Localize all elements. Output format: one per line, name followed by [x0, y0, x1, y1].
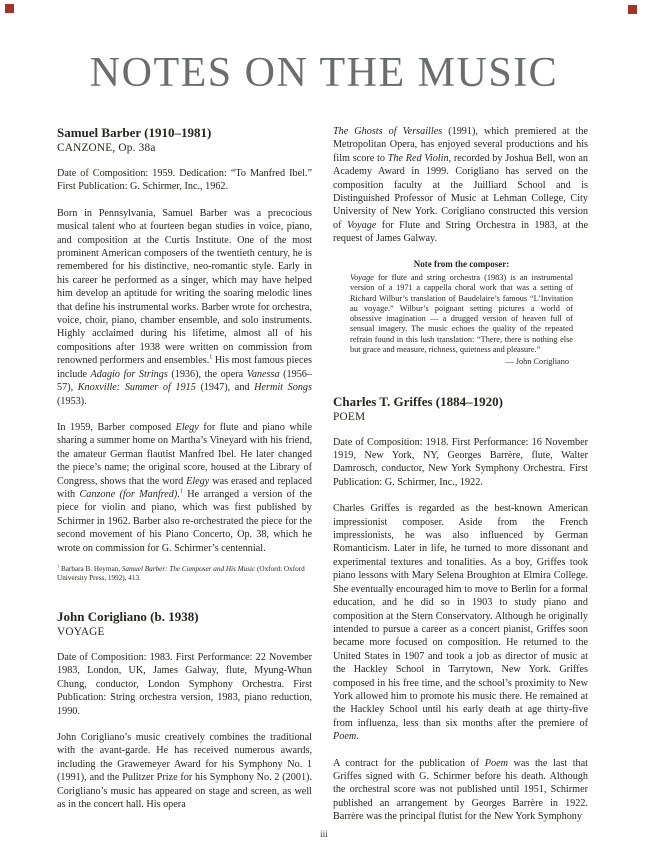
work-title: CANZONE, Op. 38a: [57, 142, 156, 154]
text-run: Date of Composition: 1983. First Performance: 22 November 1983, London, UK, James Galway, flute, Myung-Whun Chung, conductor, London Symphony Orchestra. First Publication: String orchestra version, 1983, piano reduction, 1990.: [57, 651, 312, 717]
text-run: Date of Composition: 1959. Dedication: “To Manfred Ibel.” First Publication: G. Schirmer, Inc., 1962.: [57, 168, 312, 193]
footnote-marker: 1: [179, 488, 183, 495]
paragraph: [57, 207, 312, 408]
italic-text: Elegy: [186, 475, 210, 487]
work-title: VOYAGE: [57, 625, 105, 638]
work-title: POEM: [333, 410, 366, 423]
text-run: He arranged a version of the piece for violin and piano, which was first published by Schirmer in 1962. Barber also re-orchestrated the piece for the second movement of his Piano Concerto, Op. 38, which he wrote on commission for G. Schirmer’s centennial.: [57, 488, 312, 554]
italic-text: Poem: [333, 731, 357, 743]
paragraph: [57, 731, 312, 811]
right-column: [333, 125, 588, 837]
footnote: [57, 565, 312, 583]
red-corner-mark-top-left: [5, 4, 14, 13]
text-run: (1956–57),: [57, 368, 312, 394]
page-title: NOTES ON THE MUSIC: [89, 50, 559, 96]
text-run: (1947), and: [195, 382, 255, 394]
text-run: for Flute and String Orchestra in 1983, at the request of James Galway.: [333, 219, 588, 245]
italic-text: Knoxville: Summer of 1915: [77, 382, 196, 394]
text-run: John Corigliano’s music creatively combines the traditional with the avant-garde. He has received numerous awards, including the Grawemeyer Award for his Symphony No. 1 (1991), and the Pulitzer Prize for his Symphony No. 2 (2001). Corigliano’s music has appeared on stage and screen, as well as in the concert hall. His opera: [57, 732, 312, 811]
text-run: (1936), the opera: [167, 368, 247, 380]
text-run: (Oxford: Oxford University Press, 1992), 413.: [57, 564, 305, 582]
page-number: iii: [320, 830, 328, 840]
italic-text: Adagio for Strings: [90, 368, 168, 380]
italic-text: The Ghosts of Versailles: [333, 126, 443, 137]
samuel-barber-heading: [57, 125, 312, 155]
composer-note-box: [350, 259, 573, 368]
paragraph: [57, 421, 312, 555]
text-run: .: [356, 731, 359, 743]
footnote-marker: 1: [209, 354, 213, 361]
text-run: Barbara B. Heyman,: [59, 564, 122, 573]
text-run: (1953).: [57, 395, 87, 407]
text-run: Charles Griffes is regarded as the best-known American impressionist composer. Aside from the French impressionists, he was also influenced by German Romanticism. Later in life, he turned to more dissonant and experimental textures and tonalities. As a boy, Griffes took piano lessons with Mary Selena Broughton at Elmira College. She eventually encouraged him to move to Berlin for a formal education, and he did so in 1903 to study piano and composition at the Stern Conservatory. Although he originally intended to pursue a career as a concert pianist, Griffes soon became more focused on composition. He returned to the United States in 1907 and took a job as director of music at the Hackley School in Tarrytown, New York. Griffes composed in his free time, and the school’s proximity to New York allowed him to promote his music there. He remained at the Hackley School until his early death at age thirty-five from influenza, less than six months after the premiere of: [333, 503, 588, 729]
paragraph: [57, 651, 312, 718]
text-run: for flute and piano while sharing a summer home on Martha’s Vineyard with his friend, the amateur German flautist Manfred Ibel. He later changed the piece’s name; the original score, housed at the Library of Congress, shows that the word: [57, 421, 313, 487]
text-run: A contract for the publication of: [333, 757, 485, 769]
composer-note-text: [350, 273, 573, 355]
italic-text: Canzone (for Manfred): [79, 488, 178, 500]
text-run: .: [177, 488, 180, 500]
italic-text: Voyage: [346, 219, 377, 231]
italic-text: The Red Violin: [387, 152, 449, 164]
john-corigliano-heading: [57, 609, 312, 639]
text-run: (1991), which premiered at the Metropolitan Opera, has enjoyed several productions and his film score to: [333, 126, 589, 164]
composer-name: Samuel Barber (1910–1981): [57, 125, 212, 140]
paragraph: [333, 436, 588, 490]
text-run: Born in Pennsylvania, Samuel Barber was a precocious musical talent who at fourteen began studies in voice, piano, and composition at the Curtis Institute. One of the most prominent American composers of the twentieth century, he is remembered for his distinctive, neo-romantic style. Early in his career he performed as a singer, which may have helped him develop an aptitude for writing the soaring melodic lines that define his instrumental works. Barber wrote for orchestra, voice, choir, piano, chamber ensemble, and solo instruments. Highly acclaimed during his lifetime, almost all of his compositions after 1938 were written on commission from renowned performers and ensembles.: [57, 207, 312, 367]
text-run: for flute and string orchestra (1983) is an instrumental version of a 1971 a cappella choral work that was a setting of Richard Wilbur’s translation of Baudelaire’s famous “L’Invitation au voyage.” Wilbur’s poignant setting pictures a world of obsessive imagination — a drugged version of heaven full of sensual imagery. The music echoes the quality of the repeated refrain found in this lush translation: “There, there is nothing else but grace and measure, richness, quietness and pleasure.”: [350, 272, 573, 355]
charles-griffes-heading: [333, 394, 588, 424]
italic-text: Poem: [484, 757, 508, 769]
composer-name: Charles T. Griffes (1884–1920): [333, 393, 503, 409]
text-run: His most famous pieces include: [57, 355, 312, 380]
composer-note-attribution: — John Corigliano: [505, 357, 569, 367]
left-column: [57, 125, 312, 837]
paragraph: [333, 125, 588, 246]
italic-text: Samuel Barber: The Composer and His Music: [121, 564, 256, 573]
two-column-layout: [0, 125, 648, 837]
text-run: was erased and replaced with: [57, 475, 312, 500]
italic-text: Elegy: [175, 421, 199, 433]
text-run: In 1959, Barber composed: [57, 421, 176, 433]
text-run: Date of Composition: 1918. First Performance: 16 November 1919, New York, NY, Georges Barrère, flute, Walter Damrosch, conductor, New York Symphony Orchestra. First Publication: G. Schirmer, Inc., 1922.: [333, 436, 588, 488]
italic-text: Voyage: [350, 272, 374, 282]
footnote-marker: 1: [57, 563, 60, 569]
text-run: , recorded by Joshua Bell, won an Academy Award in 1999. Corigliano has served on the composition faculty at the Juilliard School and is Distinguished Professor of Music at Lehman College, City University of New York. Corigliano constructed this version of: [333, 152, 588, 231]
text-run: was the last that Griffes signed with G. Schirmer before his death. Although the orchestral score was not published until 1951, Schirmer published an arrangement by Georges Barrère in 1922. Barrère was the principal flutist for the New York Symphony: [333, 757, 588, 823]
red-corner-mark-top-right: [628, 5, 637, 14]
italic-text: Vanessa: [246, 368, 280, 380]
paragraph: [333, 757, 588, 824]
paragraph: [57, 167, 312, 194]
composer-name: John Corigliano (b. 1938): [57, 608, 199, 624]
paragraph: [333, 502, 588, 743]
composer-note-label: Note from the composer:: [413, 258, 510, 269]
italic-text: Hermit Songs: [254, 382, 312, 394]
